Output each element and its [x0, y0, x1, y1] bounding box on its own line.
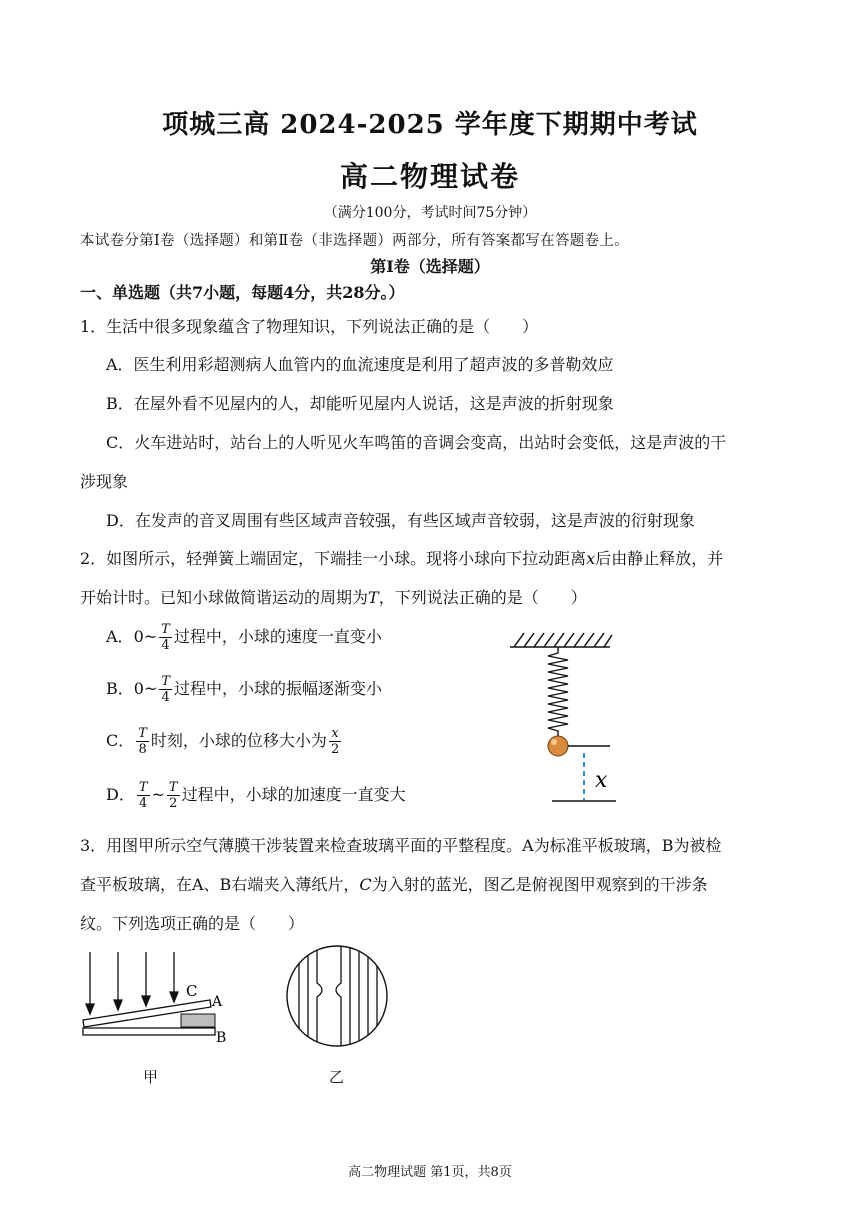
q2-b-label: B． [106, 679, 134, 698]
q2-d-frac2 [167, 780, 180, 811]
q2-option-b [106, 674, 382, 705]
label-a: A [212, 994, 223, 1010]
q2-d-num1: T [138, 780, 148, 795]
q2-stem2-var: T [368, 588, 379, 607]
paper-shim [181, 1014, 215, 1027]
q3-line3: 纹。下列选项正确的是（ ） [80, 914, 305, 933]
q2-stem2-b: ，下列说法正确的是（ ） [378, 588, 587, 607]
q3-line2-a: 查平板玻璃，在A、B右端夹入薄纸片， [80, 875, 360, 894]
q3-line1: 3．用图甲所示空气薄膜干涉装置来检查玻璃平面的平整程度。A为标准平板玻璃，B为被检 [80, 836, 722, 855]
view-circle [287, 946, 387, 1046]
q2-c-den2: 2 [330, 742, 340, 757]
ball-highlight [551, 739, 557, 745]
q2-b-zero: 0 [133, 679, 144, 698]
q1-option-c-cont: 涉现象 [80, 472, 129, 491]
q2-b-text: 过程中，小球的振幅逐渐变小 [174, 679, 383, 698]
q2-a-label: A． [106, 627, 134, 646]
q2-d-label: D． [106, 785, 135, 804]
exam-subtitle: 高二物理试卷 [339, 160, 520, 193]
q2-a-text: 过程中，小球的速度一直变小 [173, 627, 382, 646]
q2-c-label: C． [106, 731, 135, 750]
q1-stem: 1．生活中很多现象蕴含了物理知识，下列说法正确的是（ ） [80, 317, 539, 336]
q2-option-a [106, 622, 382, 653]
spring-figure [500, 625, 630, 810]
q2-stem1-a: 2．如图所示，轻弹簧上端固定，下端挂一小球。现将小球向下拉动距离 [80, 549, 587, 568]
q2-d-den2: 2 [169, 796, 178, 811]
displacement-label: x [595, 768, 608, 793]
caption-jia: 甲 [143, 1068, 159, 1086]
incident-light-arrows [86, 952, 178, 1014]
q1-option-a: A．医生利用彩超测病人血管内的血流速度是利用了超声波的多普勒效应 [106, 355, 614, 374]
q2-b-num: T [161, 674, 171, 689]
q2-a-frac [159, 622, 172, 653]
label-c: C [186, 982, 198, 1000]
glass-b [83, 1028, 215, 1035]
exam-note: （满分100分，考试时间75分钟） [323, 205, 537, 221]
exam-title: 项城三高 2024-2025 学年度下期期中考试 [162, 110, 698, 140]
q2-stem-line1 [80, 546, 723, 569]
q2-a-den: 4 [161, 638, 170, 653]
q2-option-d [106, 780, 406, 811]
q2-c-den: 8 [138, 742, 147, 757]
q2-a-num: T [161, 622, 170, 637]
q3-line2-b: 为入射的蓝光，图乙是俯视图甲观察到的干涉条 [371, 875, 708, 894]
q2-stem1-b: 后由静止释放，并 [595, 549, 724, 568]
spring-coil [548, 647, 568, 737]
q2-b-frac [159, 674, 172, 705]
figure-jia [78, 950, 238, 1050]
q2-b-den: 4 [161, 690, 170, 705]
exam-intro: 本试卷分第Ⅰ卷（选择题）和第Ⅱ卷（非选择题）两部分，所有答案都写在答题卷上。 [80, 233, 629, 249]
q2-d-text: 过程中，小球的加速度一直变大 [181, 785, 406, 804]
q2-c-num2: x [329, 726, 341, 742]
q2-d-num2: T [168, 780, 178, 795]
q2-a-zero: 0 [133, 627, 144, 646]
q2-d-den1: 4 [139, 796, 148, 811]
q2-b-tilde: ~ [143, 679, 158, 698]
ball [548, 736, 568, 756]
caption-yi: 乙 [329, 1068, 345, 1086]
q1-option-c: C．火车进站时，站台上的人听见火车鸣笛的音调会变高，出站时会变低，这是声波的干 [106, 433, 727, 452]
section-title: 一、单选题（共7小题，每题4分，共28分。） [80, 283, 405, 302]
q2-stem-line2 [80, 585, 587, 608]
q2-a-tilde: ~ [143, 627, 158, 646]
part-title: 第Ⅰ卷（选择题） [370, 257, 490, 276]
q2-c-text: 时刻，小球的位移大小为 [150, 731, 327, 750]
q3-line2-var: C [359, 875, 372, 894]
q2-stem2-a: 开始计时。已知小球做简谐运动的周期为 [80, 588, 369, 607]
q2-c-frac [136, 726, 149, 757]
figure-yi [284, 943, 390, 1049]
q2-option-c [106, 726, 343, 757]
q2-c-num: T [138, 726, 147, 741]
q2-c-frac2 [329, 726, 341, 757]
q2-d-tilde: ~ [151, 785, 165, 804]
q2-d-frac1 [137, 780, 150, 811]
page-footer: 高二物理试题 第1页，共8页 [348, 1165, 512, 1180]
label-b: B [216, 1030, 227, 1046]
q1-option-d: D．在发声的音叉周围有些区域声音较强，有些区域声音较弱，这是声波的衍射现象 [106, 511, 695, 530]
q1-option-b: B．在屋外看不见屋内的人，却能听见屋内人说话，这是声波的折射现象 [106, 394, 614, 413]
ceiling-hatch [510, 633, 612, 647]
q2-stem1-var: x [586, 549, 596, 568]
q3-line2 [80, 872, 708, 895]
